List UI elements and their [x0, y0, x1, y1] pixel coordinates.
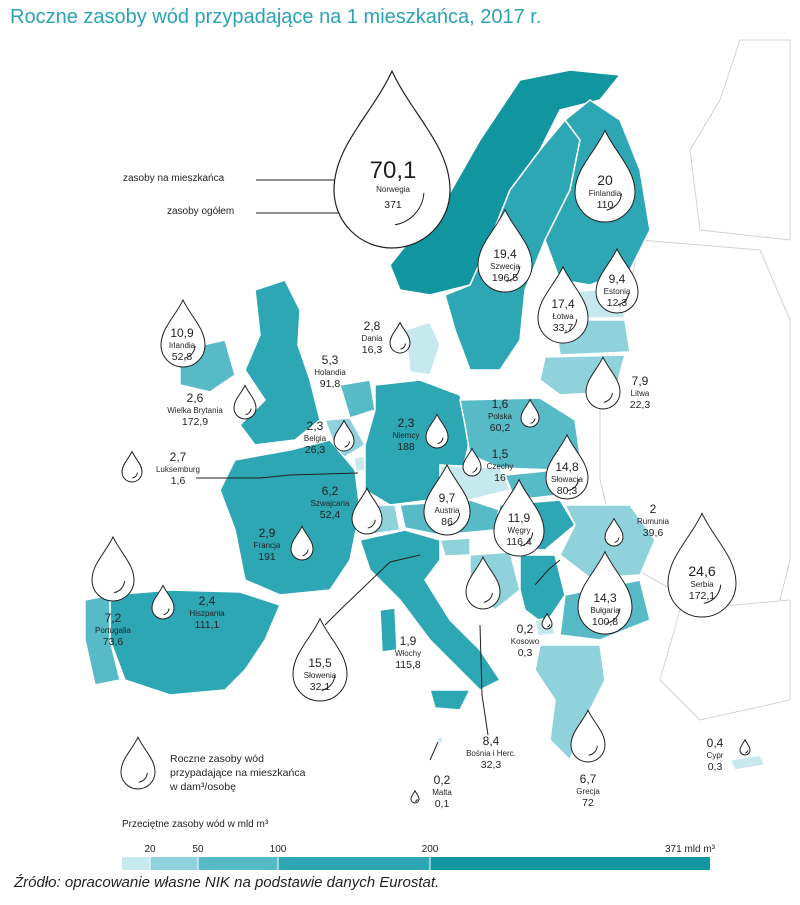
per-capita-value: 1,6	[491, 397, 509, 411]
country-label	[167, 391, 223, 428]
country-name: Polska	[487, 412, 513, 421]
total-value: 172,1	[688, 590, 716, 602]
country-name: Norwegia	[376, 185, 410, 194]
water-drop-icon	[122, 452, 142, 483]
total-value: 12,3	[606, 297, 628, 309]
scale-tick-label: 100	[269, 844, 287, 855]
per-capita-value: 14,8	[555, 460, 579, 474]
scale-legend-title: Przeciętne zasoby wód w mld m³	[122, 819, 269, 830]
country-cyprus	[730, 755, 765, 770]
per-capita-value: 6,2	[321, 484, 339, 498]
country-name: Irlandia	[168, 341, 196, 350]
per-capita-value: 0,2	[433, 773, 451, 787]
map-title: Roczne zasoby wód przypadające na 1 mieszkańca, 2017 r.	[10, 6, 542, 28]
per-capita-value: 7,2	[104, 611, 122, 625]
country-name: Francja	[253, 541, 281, 550]
total-value: 32,1	[309, 681, 331, 693]
per-capita-value: 10,9	[170, 326, 194, 340]
scale-bin	[122, 857, 150, 870]
total-value: 188	[397, 441, 415, 453]
per-capita-value: 2	[649, 502, 657, 516]
per-capita-value: 2,6	[186, 391, 204, 405]
per-capita-value: 17,4	[551, 297, 575, 311]
total-value: 111,1	[194, 619, 220, 631]
country-name: Serbia	[690, 580, 714, 589]
per-capita-value: 1,9	[399, 634, 417, 648]
country-name: Luksemburg	[155, 465, 201, 474]
country-label	[362, 319, 383, 356]
total-value: 91,8	[319, 378, 341, 390]
water-drop-icon	[740, 740, 750, 755]
country-malta	[437, 736, 443, 743]
country-name: Malta	[432, 788, 452, 797]
total-value: 172,9	[181, 416, 209, 428]
country-label	[707, 736, 724, 773]
country-name: Szwecja	[490, 262, 520, 271]
per-capita-value: 2,9	[258, 526, 276, 540]
scale-tick-label: 200	[421, 844, 439, 855]
per-capita-value: 2,8	[363, 319, 381, 333]
water-drop-icon	[411, 791, 419, 803]
total-value: 26,3	[304, 444, 326, 456]
total-value: 371	[384, 199, 402, 211]
country-sardinia	[380, 608, 397, 652]
total-value: 16,3	[361, 344, 383, 356]
country-label	[590, 591, 620, 628]
country-name: Węgry	[507, 526, 531, 535]
total-value: 115,8	[395, 659, 421, 671]
country-label	[511, 622, 540, 659]
country-name: Holandia	[314, 368, 346, 377]
total-value: 16	[494, 472, 506, 484]
per-capita-value: 70,1	[369, 157, 417, 184]
scale-bin	[198, 857, 278, 870]
per-capita-value: 6,7	[579, 772, 597, 786]
per-capita-value: 8,4	[482, 734, 500, 748]
total-value: 0,3	[517, 647, 533, 659]
total-value: 110	[596, 199, 614, 211]
country-label	[576, 772, 600, 809]
country-name: Bośnia i Herc.	[466, 749, 516, 758]
country-label	[304, 419, 327, 456]
water-drop-icon	[92, 537, 134, 601]
total-value: 191	[258, 551, 276, 563]
per-capita-value: 9,4	[608, 272, 626, 286]
symbol-legend-line2: przypadające na mieszkańca	[170, 767, 306, 779]
total-value: 52,8	[171, 351, 193, 363]
total-value: 33,7	[552, 322, 574, 334]
water-drop-icon	[234, 385, 256, 419]
legend-drop-icon	[121, 737, 155, 789]
country-label	[466, 734, 516, 771]
scale-tick-label: 20	[144, 844, 156, 855]
per-capita-value: 7,9	[631, 374, 649, 388]
country-name: Wielka Brytania	[167, 406, 223, 415]
per-capita-value: 1,5	[491, 447, 509, 461]
per-capita-value: 5,3	[321, 353, 339, 367]
total-value: 73,6	[102, 636, 124, 648]
country-name: Estonia	[603, 287, 631, 296]
per-capita-value: 2,7	[169, 450, 187, 464]
total-value: 100,8	[591, 616, 619, 628]
country-name: Rumunia	[636, 517, 670, 526]
country-label	[551, 297, 575, 334]
scale-bin	[150, 857, 198, 870]
per-capita-value: 2,3	[397, 416, 415, 430]
country-spain	[110, 590, 280, 695]
callout-per-capita: zasoby na mieszkańca	[123, 173, 225, 184]
country-name: Słowacja	[550, 475, 584, 484]
per-capita-value: 0,2	[516, 622, 534, 636]
country-name: Grecja	[576, 787, 600, 796]
per-capita-value: 19,4	[493, 247, 517, 261]
source-note: Źródło: opracowanie własne NIK na podstawie danych Eurostat.	[14, 874, 440, 891]
country-name: Szwajcaria	[310, 499, 350, 508]
scale-legend	[122, 844, 716, 870]
total-value: 39,6	[642, 527, 664, 539]
symbol-legend-line3: w dam³/osobę	[170, 781, 236, 793]
country-serbia	[520, 555, 565, 625]
country-name: Finlandia	[588, 189, 622, 198]
per-capita-value: 9,7	[438, 491, 456, 505]
total-value: 32,3	[480, 759, 502, 771]
country-name: Portugalia	[94, 626, 132, 635]
country-name: Łotwa	[552, 312, 574, 321]
country-name: Czechy	[486, 462, 514, 471]
per-capita-value: 0,4	[706, 736, 724, 750]
symbol-legend-line1: Roczne zasoby wód	[170, 753, 264, 765]
country-name: Słowenia	[303, 671, 337, 680]
scale-tick-label: 50	[192, 844, 204, 855]
country-label	[432, 773, 452, 810]
per-capita-value: 11,9	[507, 511, 531, 525]
country-label	[395, 634, 421, 671]
per-capita-value: 14,3	[593, 591, 617, 605]
water-drop-icon	[390, 323, 410, 354]
country-name: Dania	[361, 334, 383, 343]
country-netherlands	[340, 380, 375, 418]
symbol-legend-text	[170, 752, 330, 794]
country-name: Belgia	[303, 434, 327, 443]
country-name: Litwa	[630, 389, 650, 398]
total-value: 0,3	[707, 761, 723, 773]
callout-total: zasoby ogółem	[167, 206, 235, 217]
total-value: 1,6	[170, 475, 186, 487]
country-label	[506, 511, 532, 548]
scale-bin	[278, 857, 430, 870]
scale-bin	[430, 857, 710, 870]
total-value: 52,4	[319, 509, 341, 521]
country-label	[490, 247, 520, 284]
country-name: Cypr	[706, 751, 724, 760]
total-value: 72	[582, 797, 594, 809]
per-capita-value: 20	[597, 172, 613, 188]
country-label	[169, 326, 196, 363]
country-label	[630, 374, 651, 411]
per-capita-value: 24,6	[688, 563, 716, 579]
country-label	[156, 450, 200, 487]
country-sicily	[430, 690, 470, 710]
country-name: Hiszpania	[189, 609, 225, 618]
per-capita-value: 2,4	[198, 594, 216, 608]
country-luxembourg	[354, 456, 366, 472]
country-denmark	[405, 322, 440, 375]
country-name: Niemcy	[392, 431, 420, 440]
total-value: 80,3	[556, 485, 578, 497]
country-slovenia	[440, 538, 470, 556]
country-name: Kosowo	[510, 637, 540, 646]
total-value: 22,3	[629, 399, 651, 411]
total-value: 86	[441, 516, 453, 528]
total-value: 196,5	[491, 272, 519, 284]
scale-tick-label: 371 mld m³	[664, 844, 716, 855]
total-value: 116,4	[506, 536, 532, 548]
total-value: 0,1	[434, 798, 450, 810]
per-capita-value: 15,5	[308, 656, 332, 670]
country-label	[688, 563, 715, 602]
country-name: Austria	[434, 506, 460, 515]
total-value: 60,2	[489, 422, 511, 434]
country-name: Włochy	[394, 649, 422, 658]
per-capita-value: 2,3	[306, 419, 324, 433]
country-name: Bułgaria	[590, 606, 620, 615]
